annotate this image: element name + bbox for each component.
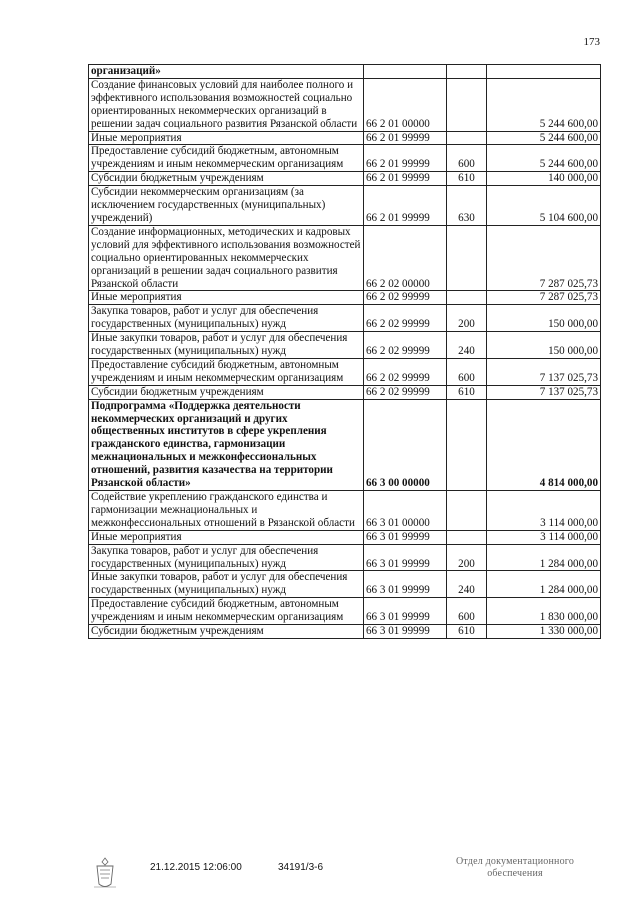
row-code-cell: [364, 65, 447, 79]
row-type-cell: [447, 131, 487, 145]
row-type-cell: 200: [447, 305, 487, 332]
row-name-cell: Создание информационных, методических и кадровых условий для эффективного использования возможностей социально ориентированных некоммерческих организаций в решении задач социального развития Рязанской области: [89, 225, 364, 291]
row-code-cell: 66 2 02 99999: [364, 358, 447, 385]
row-type-cell: [447, 78, 487, 131]
row-code-cell: 66 3 00 00000: [364, 399, 447, 490]
row-name-cell: Предоставление субсидий бюджетным, автономным учреждениям и иным некоммерческим организациям: [89, 598, 364, 625]
row-type-cell: 240: [447, 571, 487, 598]
row-code-cell: 66 3 01 99999: [364, 625, 447, 639]
budget-table-body: [89, 65, 601, 639]
row-code-cell: 66 3 01 99999: [364, 530, 447, 544]
table-row: [89, 78, 601, 131]
row-type-cell: 600: [447, 358, 487, 385]
budget-table: [88, 64, 601, 639]
table-row: [89, 625, 601, 639]
row-name-cell: организаций»: [89, 65, 364, 79]
table-row: [89, 399, 601, 490]
row-type-cell: 610: [447, 385, 487, 399]
row-type-cell: 610: [447, 172, 487, 186]
row-type-cell: [447, 530, 487, 544]
row-sum-cell: 4 814 000,00: [487, 399, 601, 490]
row-type-cell: 240: [447, 332, 487, 359]
row-name-cell: Иные мероприятия: [89, 530, 364, 544]
table-row: [89, 358, 601, 385]
table-row: [89, 291, 601, 305]
row-code-cell: 66 2 01 99999: [364, 186, 447, 226]
row-code-cell: 66 3 01 99999: [364, 571, 447, 598]
row-name-cell: Субсидии некоммерческим организациям (за исключением государственных (муниципальных) учреждений): [89, 186, 364, 226]
row-name-cell: Содействие укреплению гражданского единства и гармонизации межнациональных и межконфессиональных отношений в Рязанской области: [89, 491, 364, 531]
table-row: [89, 530, 601, 544]
footer-dept-line-1: Отдел документационного: [455, 856, 575, 867]
table-row: [89, 172, 601, 186]
row-code-cell: 66 2 01 99999: [364, 145, 447, 172]
row-name-cell: Закупка товаров, работ и услуг для обеспечения государственных (муниципальных) нужд: [89, 544, 364, 571]
row-code-cell: 66 2 02 99999: [364, 291, 447, 305]
row-name-cell: Иные закупки товаров, работ и услуг для обеспечения государственных (муниципальных) нужд: [89, 571, 364, 598]
row-name-cell: Субсидии бюджетным учреждениям: [89, 172, 364, 186]
row-sum-cell: 1 284 000,00: [487, 571, 601, 598]
row-sum-cell: 3 114 000,00: [487, 491, 601, 531]
table-row: [89, 385, 601, 399]
row-code-cell: 66 2 01 99999: [364, 172, 447, 186]
row-type-cell: [447, 225, 487, 291]
row-sum-cell: 1 284 000,00: [487, 544, 601, 571]
row-name-cell: Иные мероприятия: [89, 131, 364, 145]
footer-date: 21.12.2015 12:06:00: [150, 862, 242, 873]
coat-of-arms-stamp-icon: [92, 856, 118, 890]
row-sum-cell: 5 104 600,00: [487, 186, 601, 226]
table-row: [89, 571, 601, 598]
table-row: [89, 225, 601, 291]
row-code-cell: 66 2 02 99999: [364, 332, 447, 359]
row-name-cell: Субсидии бюджетным учреждениям: [89, 625, 364, 639]
row-code-cell: 66 2 01 00000: [364, 78, 447, 131]
table-row: [89, 305, 601, 332]
table-row: [89, 332, 601, 359]
footer-doc-number: 34191/3-6: [278, 862, 324, 873]
row-sum-cell: 7 287 025,73: [487, 291, 601, 305]
row-sum-cell: 150 000,00: [487, 305, 601, 332]
page-number: 173: [583, 36, 600, 48]
row-sum-cell: 5 244 600,00: [487, 145, 601, 172]
table-row: [89, 186, 601, 226]
row-type-cell: [447, 65, 487, 79]
row-sum-cell: 1 830 000,00: [487, 598, 601, 625]
row-type-cell: 600: [447, 598, 487, 625]
row-sum-cell: 5 244 600,00: [487, 78, 601, 131]
row-type-cell: [447, 399, 487, 490]
row-sum-cell: 5 244 600,00: [487, 131, 601, 145]
row-type-cell: 630: [447, 186, 487, 226]
row-name-cell: Предоставление субсидий бюджетным, автономным учреждениям и иным некоммерческим организациям: [89, 358, 364, 385]
row-name-cell: Закупка товаров, работ и услуг для обеспечения государственных (муниципальных) нужд: [89, 305, 364, 332]
row-name-cell: Субсидии бюджетным учреждениям: [89, 385, 364, 399]
row-type-cell: [447, 291, 487, 305]
row-code-cell: 66 2 01 99999: [364, 131, 447, 145]
row-name-cell: Создание финансовых условий для наиболее полного и эффективного использования возможностей социально ориентированных некоммерческих организаций в решении задач социального развития Рязанской области: [89, 78, 364, 131]
row-sum-cell: 7 287 025,73: [487, 225, 601, 291]
footer-department-stamp: [440, 856, 590, 880]
page-footer: [0, 856, 640, 896]
row-sum-cell: 7 137 025,73: [487, 358, 601, 385]
table-row: [89, 145, 601, 172]
row-name-cell: Подпрограмма «Поддержка деятельности некоммерческих организаций и других общественных институтов в сфере укрепления гражданского единства, гармонизации межнациональных и межконфессиональных отношений, развития казачества на территории Рязанской области»: [89, 399, 364, 490]
row-sum-cell: 7 137 025,73: [487, 385, 601, 399]
row-sum-cell: [487, 65, 601, 79]
row-type-cell: 610: [447, 625, 487, 639]
footer-dept-line-2: обеспечения: [487, 868, 543, 879]
table-row: [89, 65, 601, 79]
row-code-cell: 66 2 02 99999: [364, 305, 447, 332]
row-sum-cell: 140 000,00: [487, 172, 601, 186]
table-row: [89, 598, 601, 625]
row-type-cell: 200: [447, 544, 487, 571]
row-code-cell: 66 3 01 99999: [364, 544, 447, 571]
table-row: [89, 131, 601, 145]
row-type-cell: 600: [447, 145, 487, 172]
table-row: [89, 544, 601, 571]
row-code-cell: 66 2 02 00000: [364, 225, 447, 291]
row-name-cell: Иные закупки товаров, работ и услуг для обеспечения государственных (муниципальных) нужд: [89, 332, 364, 359]
row-sum-cell: 1 330 000,00: [487, 625, 601, 639]
row-type-cell: [447, 491, 487, 531]
row-name-cell: Предоставление субсидий бюджетным, автономным учреждениям и иным некоммерческим организациям: [89, 145, 364, 172]
table-row: [89, 491, 601, 531]
row-code-cell: 66 3 01 00000: [364, 491, 447, 531]
row-code-cell: 66 3 01 99999: [364, 598, 447, 625]
row-sum-cell: 150 000,00: [487, 332, 601, 359]
row-name-cell: Иные мероприятия: [89, 291, 364, 305]
row-code-cell: 66 2 02 99999: [364, 385, 447, 399]
row-sum-cell: 3 114 000,00: [487, 530, 601, 544]
